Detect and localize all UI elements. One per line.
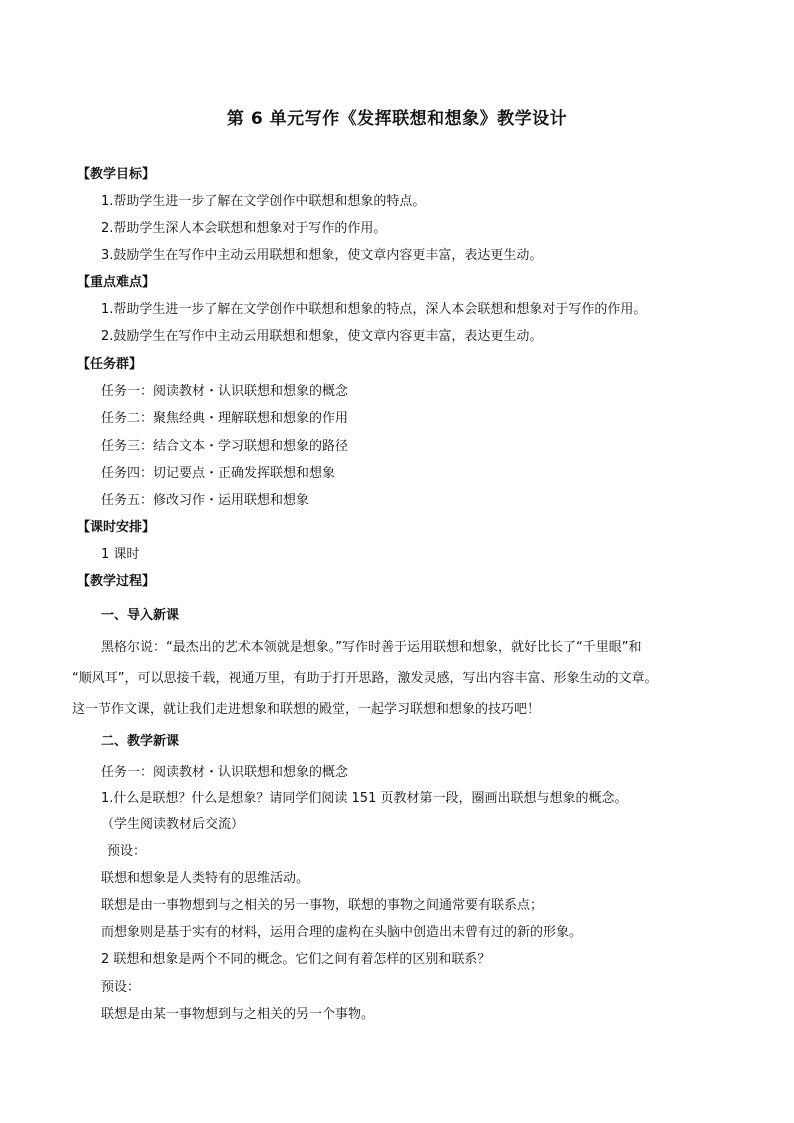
question-1-note: （学生阅读教材后交流） <box>101 817 245 832</box>
preset-label: 预设： <box>101 980 141 995</box>
intro-paragraph-line: 这一节作文课，就让我们走进想象和联想的殿堂，一起学习联想和想象的技巧吧！ <box>72 702 541 717</box>
schedule-value: 1 课时 <box>101 547 140 562</box>
goal-item: 1.帮助学生进一步了解在文学创作中联想和想象的特点。 <box>101 194 426 209</box>
preset-line: 联想是由一事物想到与之相关的另一事物，联想的事物之间通常要有联系点； <box>101 898 544 913</box>
task-item: 任务五：修改习作・运用联想和想象 <box>101 493 310 508</box>
key-points-heading: 【重点难点】 <box>77 275 156 290</box>
key-point-item: 1.帮助学生进一步了解在文学创作中联想和想象的特点，深人本会联想和想象对于写作的作用。 <box>101 302 647 317</box>
tasks-heading: 【任务群】 <box>77 357 143 372</box>
section-title: 二、教学新课 <box>101 734 180 749</box>
task-item: 任务三：结合文本・学习联想和想象的路径 <box>101 439 349 454</box>
question-1: 1.什么是联想？什么是想象？请同学们阅读 151 页教材第一段，圈画出联想与想象的概念。 <box>101 791 628 806</box>
key-point-item: 2.鼓励学生在写作中主动云用联想和想象，使文章内容更丰富，表达更生动。 <box>101 329 543 344</box>
preset-line: 而想象则是基于实有的材料，运用合理的虚构在头脑中创造出未曾有过的新的形象。 <box>101 925 583 940</box>
preset-line: 联想是由某一事物想到与之相关的另一个事物。 <box>101 1007 375 1022</box>
process-heading: 【教学过程】 <box>77 574 156 589</box>
schedule-heading: 【课时安排】 <box>77 520 156 535</box>
goal-item: 2.帮助学生深人本会联想和想象对于写作的作用。 <box>101 221 387 236</box>
document-title: 第 6 单元写作《发挥联想和想象》教学设计 <box>226 109 568 129</box>
intro-paragraph-line: “顺风耳”，可以思接千载，视通万里，有助于打开思路，激发灵感，写出内容丰富、形象生动的文章。 <box>72 671 658 686</box>
intro-paragraph-line: 黑格尔说：“最杰出的艺术本领就是想象。”写作时善于运用联想和想象，就好比长了“千里眼”和 <box>101 640 642 655</box>
task-item: 任务二：聚焦经典・理解联想和想象的作用 <box>101 411 349 426</box>
task1-title: 任务一：阅读教材・认识联想和想象的概念 <box>101 765 349 780</box>
preset-line: 联想和想象是人类特有的思维活动。 <box>101 871 310 886</box>
section-title: 一、导入新课 <box>101 608 180 623</box>
goals-heading: 【教学目标】 <box>77 167 156 182</box>
preset-label: 预设： <box>107 844 147 859</box>
task-item: 任务四：切记要点・正确发挥联想和想象 <box>101 466 336 481</box>
task-item: 任务一：阅读教材・认识联想和想象的概念 <box>101 384 349 399</box>
question-2: 2 联想和想象是两个不同的概念。它们之间有着怎样的区别和联系？ <box>101 952 491 967</box>
goal-item: 3.鼓励学生在写作中主动云用联想和想象，使文章内容更丰富，表达更生动。 <box>101 248 543 263</box>
